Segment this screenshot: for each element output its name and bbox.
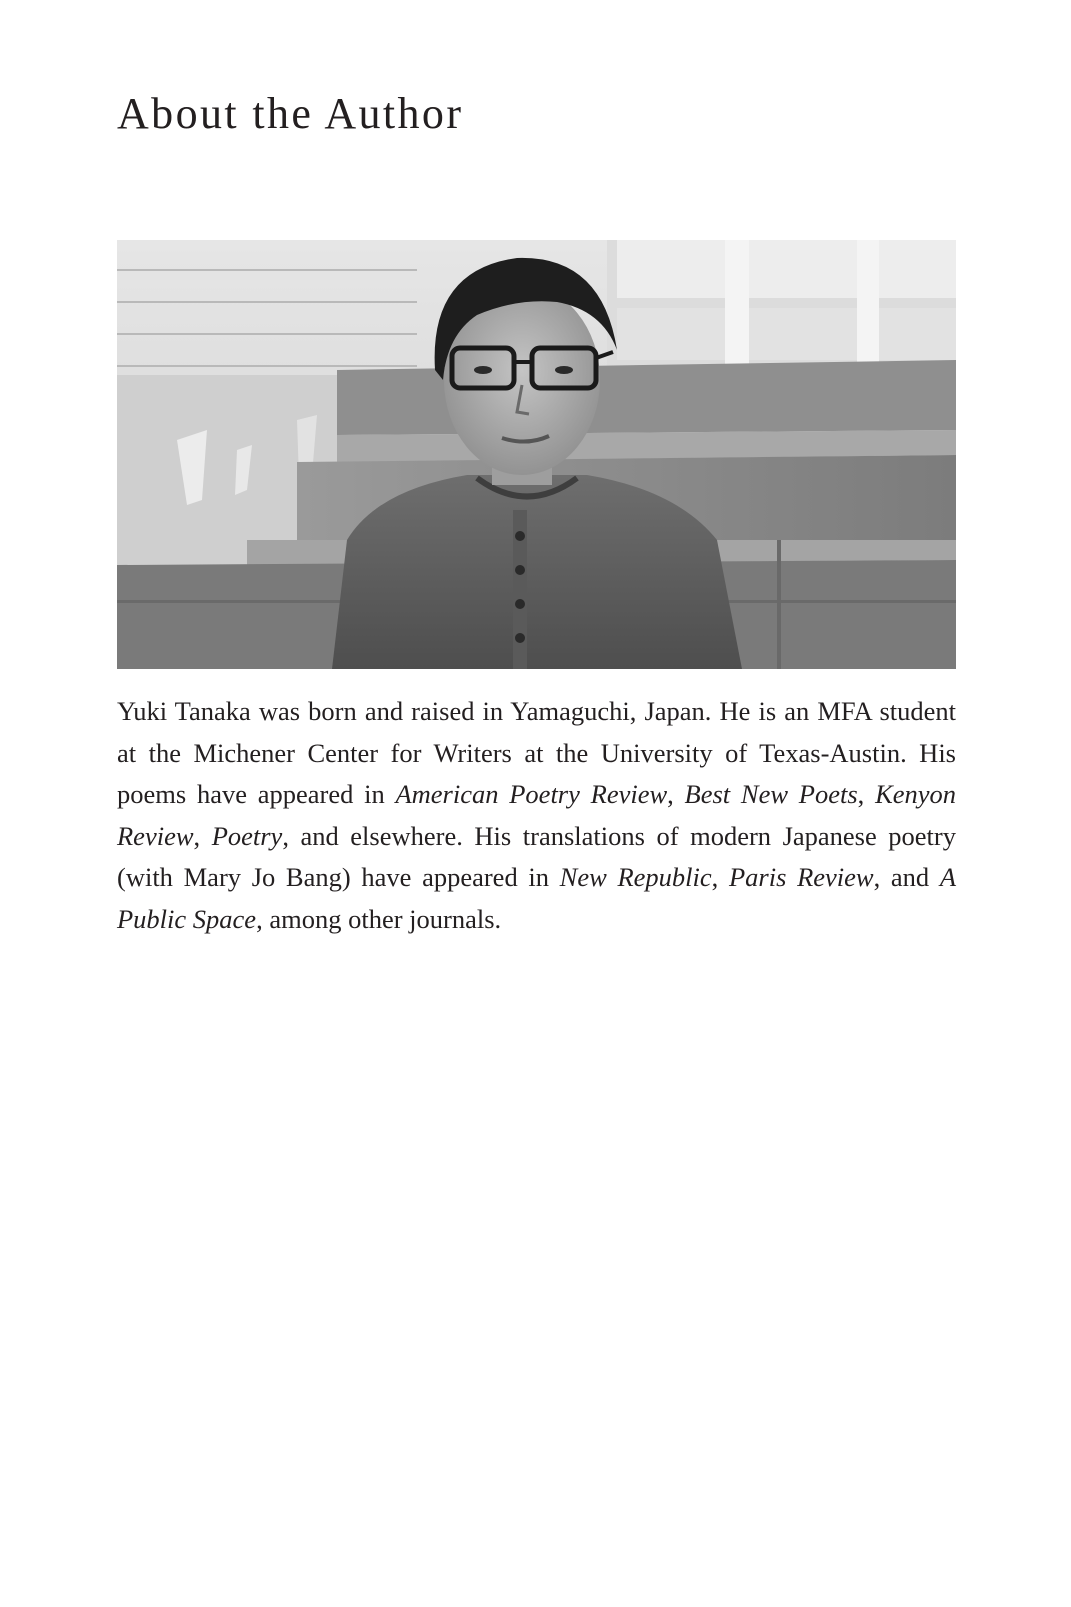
journal-title: American Poetry Review [395, 779, 668, 809]
journal-title: New Republic [559, 862, 712, 892]
bio-text: , [667, 779, 685, 809]
journal-title: A Public Space [117, 862, 957, 934]
bio-text: , among other journals. [256, 903, 502, 934]
author-photo [117, 240, 956, 669]
bio-text: , [857, 779, 876, 809]
bio-text: , [193, 820, 212, 851]
journal-title: Kenyon Review [117, 779, 957, 851]
journal-title: Best New Poets [684, 779, 858, 809]
bio-text: , [711, 862, 729, 892]
journal-title: Paris Review [728, 862, 874, 892]
journal-title: Poetry [211, 820, 283, 851]
author-bio [117, 691, 956, 940]
bio-text: , and elsewhere. His translations of modern Japanese poetry (with Mary Jo Bang) have appeared in [117, 820, 956, 892]
page-title: About the Author [117, 89, 464, 138]
bio-text: Yuki Tanaka was born and raised in Yamaguchi, Japan. He is an MFA student at the Michener Center for Writers at the University of Texas-Austin. His poems have appeared in [117, 696, 956, 809]
bio-text: , and [873, 862, 940, 892]
